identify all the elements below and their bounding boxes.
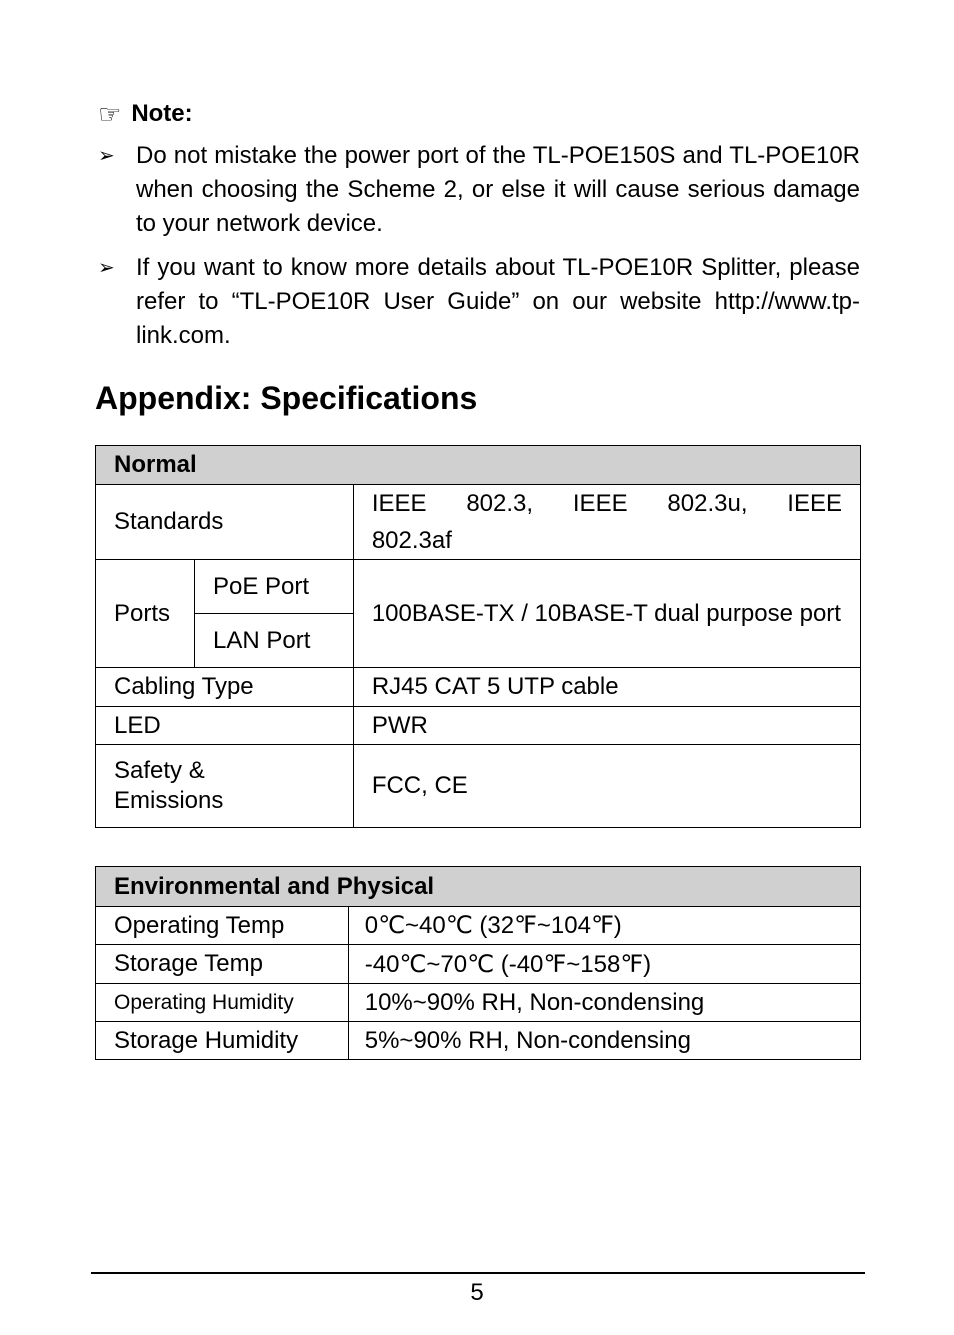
safety-label-line: Emissions <box>114 787 224 814</box>
footer-rule <box>91 1272 865 1274</box>
table-row <box>96 560 861 614</box>
standards-value-line: IEEE 802.3, IEEE 802.3u, IEEE <box>371 490 842 517</box>
arrow-bullet-icon: ➢ <box>98 145 115 167</box>
env-value: 10%~90% RH, Non-condensing <box>348 984 860 1022</box>
ports-label: Ports <box>96 560 195 668</box>
page-number: 5 <box>470 1279 484 1306</box>
table-header-normal: Normal <box>96 446 861 485</box>
cabling-label: Cabling Type <box>96 668 354 707</box>
standards-label: Standards <box>96 485 354 560</box>
table-row <box>96 707 861 745</box>
safety-label <box>96 745 354 828</box>
note-bullet-text: Do not mistake the power port of the TL-POE150S and TL-POE10R when choosing the Scheme 2, or else it will cause serious damage to your network device. <box>136 142 860 237</box>
table-row <box>96 1022 861 1060</box>
ports-value: 100BASE-TX / 10BASE-T dual purpose port <box>353 560 860 668</box>
standards-value <box>353 485 860 560</box>
pointing-hand-icon: ☞ <box>98 99 122 129</box>
arrow-bullet-icon: ➢ <box>98 257 115 279</box>
led-value: PWR <box>353 707 860 745</box>
env-label: Storage Temp <box>96 945 349 984</box>
note-heading <box>98 100 193 128</box>
table-row <box>96 945 861 984</box>
env-label: Operating Temp <box>96 907 349 945</box>
safety-label-line: Safety & <box>114 757 205 784</box>
note-bullet-1 <box>98 139 860 241</box>
note-bullet-text: If you want to know more details about TL-POE10R Splitter, please refer to “TL-POE10R User Guide” on our website http://www.tp-link.com. <box>136 254 860 349</box>
table-row <box>96 485 861 560</box>
table-header-environment: Environmental and Physical <box>96 867 861 907</box>
table-row <box>96 745 861 828</box>
env-label: Storage Humidity <box>96 1022 349 1060</box>
env-value: -40℃~70℃ (-40℉~158℉) <box>348 945 860 984</box>
cabling-value: RJ45 CAT 5 UTP cable <box>353 668 860 707</box>
appendix-title: Appendix: Specifications <box>95 380 478 416</box>
table-header-row <box>96 446 861 485</box>
table-row <box>96 984 861 1022</box>
env-label: Operating Humidity <box>96 984 349 1022</box>
standards-value-line: 802.3af <box>371 527 452 554</box>
lan-port-label: LAN Port <box>194 614 353 668</box>
env-value: 5%~90% RH, Non-condensing <box>348 1022 860 1060</box>
note-title: Note: <box>131 100 193 127</box>
poe-port-label: PoE Port <box>194 560 353 614</box>
led-label: LED <box>96 707 354 745</box>
table-header-row <box>96 867 861 907</box>
note-bullet-2 <box>98 251 860 353</box>
table-row <box>96 668 861 707</box>
safety-value: FCC, CE <box>353 745 860 828</box>
table-row <box>96 907 861 945</box>
env-value: 0℃~40℃ (32℉~104℉) <box>348 907 860 945</box>
specs-normal-table <box>95 445 861 828</box>
specs-environment-table <box>95 866 861 1060</box>
